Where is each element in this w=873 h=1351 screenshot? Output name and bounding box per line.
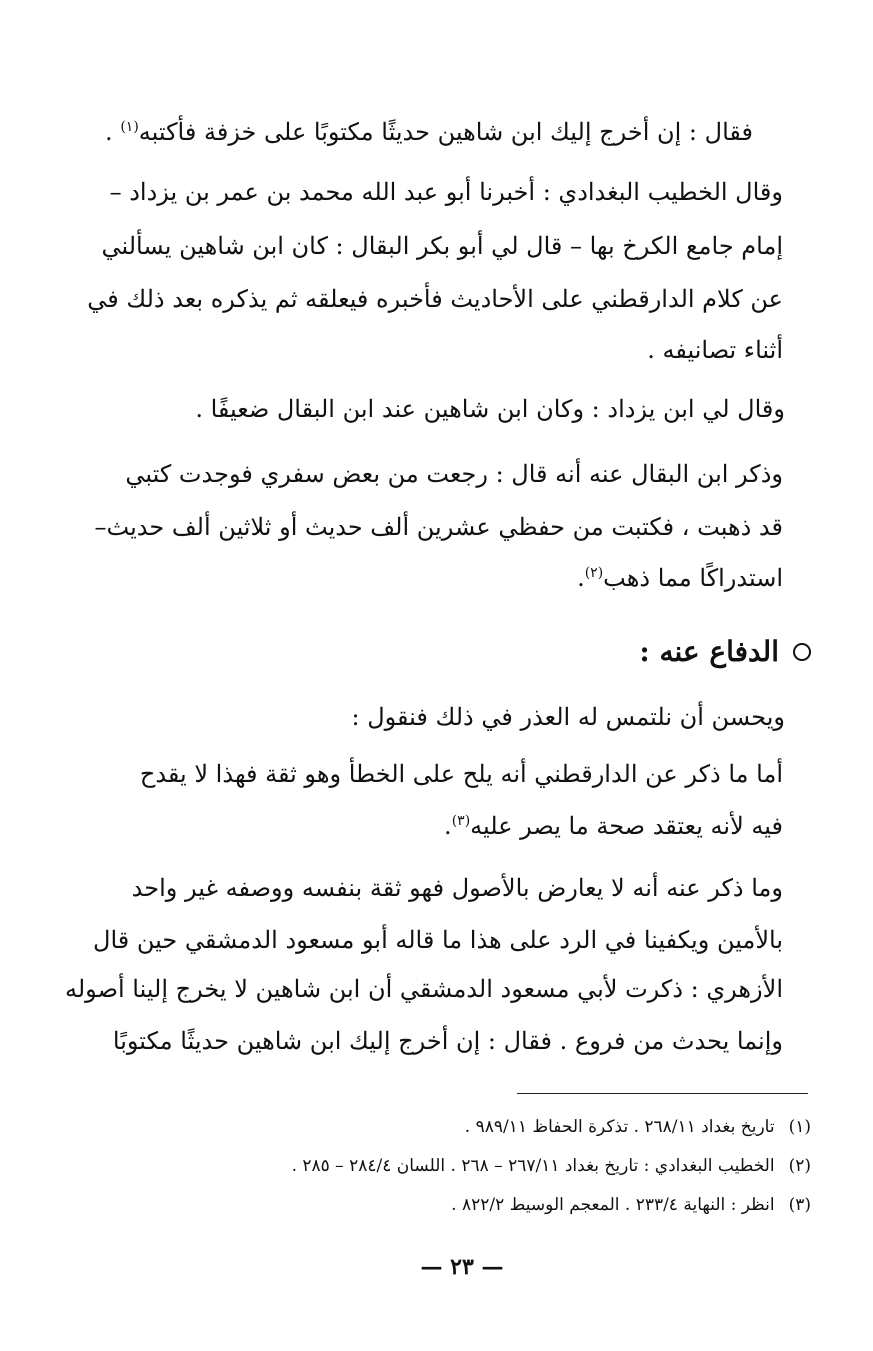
body-line-2: وقال الخطيب البغدادي : أخبرنا أبو عبد الله محمد بن عمر بن يزداد – bbox=[109, 178, 783, 206]
body-line-12: فيه لأنه يعتقد صحة ما يصر عليه$^{(٣)}$. bbox=[444, 812, 783, 840]
page-number: — ٢٣ — bbox=[420, 1254, 504, 1280]
body-line-16: وإنما يحدث من فروع . فقال : إن أخرج إليك ابن شاهين حديثًا مكتوبًا bbox=[112, 1027, 783, 1055]
footnote-3 bbox=[451, 1191, 811, 1219]
body-line-9: استدراكًا مما ذهب$^{(٢)}$. bbox=[577, 564, 783, 592]
body-line-3: إمام جامع الكرخ بها – قال لي أبو بكر البقال : كان ابن شاهين يسألني bbox=[101, 232, 783, 260]
body-line-11: أما ما ذكر عن الدارقطني أنه يلح على الخطأ وهو ثقة فهذا لا يقدح bbox=[139, 760, 783, 788]
footnote-2 bbox=[292, 1152, 811, 1180]
body-line-7: وذكر ابن البقال عنه أنه قال : رجعت من بعض سفري فوجدت كتبي bbox=[125, 460, 783, 488]
footnote-ref-1: (١) bbox=[120, 119, 139, 135]
body-line-8: قد ذهبت ، فكتبت من حفظي عشرين ألف حديث أو ثلاثين ألف حديث– bbox=[94, 513, 783, 541]
section-heading-text: الدفاع عنه : bbox=[639, 635, 779, 668]
footnote-1 bbox=[465, 1113, 811, 1141]
body-line-13: وما ذكر عنه أنه لا يعارض بالأصول فهو ثقة بنفسه ووصفه غير واحد bbox=[131, 874, 783, 902]
body-line-14: بالأمين ويكفينا في الرد على هذا ما قاله أبو مسعود الدمشقي حين قال bbox=[93, 926, 783, 954]
body-line-4: عن كلام الدارقطني على الأحاديث فأخبره فيعلقه ثم يذكره بعد ذلك في bbox=[87, 285, 783, 313]
footnote-number: (٣) bbox=[788, 1195, 811, 1215]
body-line-1: فقال : إن أخرج إليك ابن شاهين حديثًا مكتوبًا على خزفة فأكتبه$^{(١)}$ . bbox=[105, 118, 753, 146]
body-line-5: أثناء تصانيفه . bbox=[647, 336, 783, 364]
footnote-ref-2: (٢) bbox=[584, 565, 604, 581]
circle-icon bbox=[793, 643, 811, 661]
footnote-number: (١) bbox=[788, 1117, 811, 1137]
footnote-text: الخطيب البغدادي : تاريخ بغداد ٢٦٧/١١ – ٢٦٨ . اللسان ٢٨٤/٤ – ٢٨٥ . bbox=[291, 1156, 775, 1176]
body-line-15: الأزهري : ذكرت لأبي مسعود الدمشقي أن ابن شاهين لا يخرج إلينا أصوله bbox=[65, 975, 783, 1003]
footnote-divider bbox=[517, 1093, 808, 1094]
footnote-number: (٢) bbox=[788, 1156, 811, 1176]
body-line-6: وقال لي ابن يزداد : وكان ابن شاهين عند ابن البقال ضعيفًا . bbox=[195, 395, 785, 423]
body-line-10: ويحسن أن نلتمس له العذر في ذلك فنقول : bbox=[351, 703, 785, 731]
section-heading bbox=[639, 632, 811, 672]
footnote-text: انظر : النهاية ٢٣٣/٤ . المعجم الوسيط ٨٢٢/٢ . bbox=[451, 1195, 775, 1215]
footnote-text: تاريخ بغداد ٢٦٨/١١ . تذكرة الحفاظ ٩٨٩/١١ . bbox=[464, 1117, 775, 1137]
footnote-ref-3: (٣) bbox=[451, 813, 471, 829]
